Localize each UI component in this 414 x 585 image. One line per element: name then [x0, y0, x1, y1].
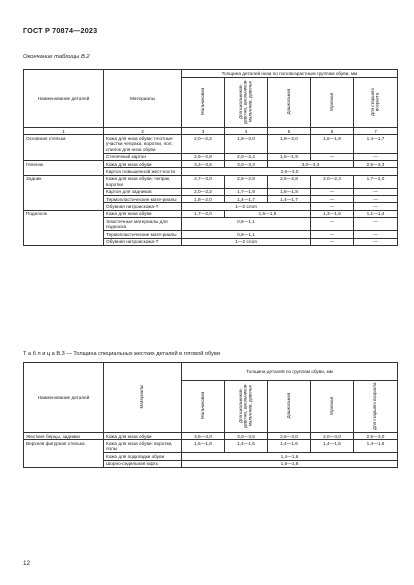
material-name: Термопластические мате-риалы: [104, 196, 182, 203]
material-name: Кожа для низа обуви: чепрак, воротки: [104, 175, 182, 188]
thickness-value: —: [311, 238, 354, 245]
thickness-value: 3,5—4,0: [182, 433, 225, 440]
table-row: [24, 210, 398, 217]
thickness-value: 3,0—3,5: [225, 433, 268, 440]
material-name: Кожа для подкладки обуви: [104, 453, 182, 460]
material-name: Картон для задников: [104, 188, 182, 195]
thickness-value: 1,6—1,8: [182, 440, 225, 453]
part-name: Основная стелька: [24, 135, 104, 161]
thickness-value: —: [354, 188, 398, 195]
thickness-value: —: [354, 218, 398, 231]
thickness-value: 3,0—3,3: [225, 161, 268, 168]
thickness-value: 3,2—3,5: [182, 161, 225, 168]
column-number: 1: [24, 128, 104, 135]
group-header-boys: Мальчиковая: [182, 381, 225, 433]
part-name: Верхняя фигурная стелька: [24, 440, 104, 468]
table-row: [24, 135, 398, 153]
table-row: [24, 440, 398, 453]
thickness-value: 2,5—2,8: [268, 175, 311, 188]
thickness-value-span: 0,8—1,1: [182, 218, 311, 231]
material-name: Кожа для низа обуви: плотные участки чепрака, воротки, пол; спилок для низа обуви: [104, 135, 182, 153]
thickness-value-span: 2,6—3,0: [182, 168, 398, 175]
group-header-mens: Мужская: [311, 78, 354, 128]
material-name: Шорно-седельная юфть: [104, 460, 182, 467]
thickness-value: 2,7—3,0: [182, 175, 225, 188]
thickness-value: —: [354, 203, 398, 210]
column-numbers-row: [24, 128, 398, 135]
group-header-boys: Мальчиковая: [182, 78, 225, 128]
thickness-value: —: [354, 153, 398, 160]
material-name: Термопластические мате-риалы: [104, 231, 182, 238]
thickness-value: 2,0—2,3: [311, 175, 354, 188]
page-header: ГОСТ Р 70874—2023: [23, 26, 98, 35]
thickness-value-span: 1,5—1,8: [182, 460, 398, 467]
thickness-value: 1,8—2,0: [268, 135, 311, 153]
thickness-value: 1,4—1,7: [354, 135, 398, 153]
table-row: [24, 161, 398, 168]
thickness-value: 1,1—1,4: [354, 210, 398, 217]
thickness-value: 1,4—1,7: [268, 196, 311, 203]
part-name: Подносок: [24, 210, 104, 245]
material-name: Кожа для низа обуви: воротки, полы: [104, 440, 182, 453]
thickness-value: 2,0—2,2: [182, 188, 225, 195]
thickness-value: 1,4—1,6: [311, 440, 354, 453]
thickness-value: 1,6—1,9: [311, 135, 354, 153]
thickness-value: —: [354, 238, 398, 245]
thickness-value: —: [311, 188, 354, 195]
group-header-preschool: Дошкольная: [268, 381, 311, 433]
thickness-value: 3,0—3,3: [268, 161, 354, 168]
thickness-value: 2,0—2,4: [225, 153, 268, 160]
thickness-value-span: 1,4—1,6: [182, 453, 398, 460]
table-continuation-caption: Окончание таблицы В.2: [23, 54, 90, 60]
thickness-value: 1,5—1,9: [268, 153, 311, 160]
material-name: Кожа для низа обуви: [104, 161, 182, 168]
thickness-value: 1,8—2,0: [182, 196, 225, 203]
thickness-value: 2,5—2,8: [225, 175, 268, 188]
thickness-value: 1,5—1,8: [225, 210, 311, 217]
column-number: 5: [268, 128, 311, 135]
page-number: 12: [23, 560, 31, 567]
table-b3-title: Т а б л и ц а В.3 — Толщина специальных жестких деталей в готовой обуви: [23, 351, 220, 357]
material-name: Обувная нитроискожа-Т: [104, 203, 182, 210]
material-name: Стелечный картон: [104, 153, 182, 160]
thickness-value: 2,5—3,3: [354, 161, 398, 168]
header-materials: Материалы: [104, 70, 182, 128]
thickness-table-b3: [23, 362, 398, 468]
thickness-value: —: [354, 196, 398, 203]
thickness-value: 2,0—2,2: [182, 135, 225, 153]
group-header-schoolchildren: Для школьников-девочек, школьников-мальчиков, девичья: [225, 381, 268, 433]
thickness-value: 1,8—2,0: [225, 135, 268, 153]
thickness-value: 1,4—1,6: [268, 440, 311, 453]
table-row: [24, 175, 398, 188]
thickness-value: 2,0—3,0: [311, 433, 354, 440]
thickness-value: —: [354, 231, 398, 238]
group-header-elderly: Для старшего возраста: [354, 78, 398, 128]
thickness-value-span: 0,8—1,1: [182, 231, 311, 238]
thickness-value: —: [311, 218, 354, 231]
group-header-elderly: Для старшего возраста: [354, 381, 398, 433]
thickness-value: 1,4—1,7: [225, 196, 268, 203]
thickness-value: —: [311, 196, 354, 203]
thickness-value: 1,3—1,6: [311, 210, 354, 217]
part-name: Жесткие берцы, задники: [24, 433, 104, 440]
header-part-name: Наименование деталей: [24, 70, 104, 128]
material-name: Эластичные материалы для подноска: [104, 218, 182, 231]
thickness-value: 1,7—1,9: [225, 188, 268, 195]
group-header-preschool: Дошкольная: [268, 78, 311, 128]
column-number: 3: [182, 128, 225, 135]
thickness-value: 2,5—2,8: [182, 153, 225, 160]
thickness-value: —: [311, 203, 354, 210]
thickness-value-span: 1—2 слоя: [182, 203, 311, 210]
thickness-value-span: 1—2 слоя: [182, 238, 311, 245]
column-number: 7: [354, 128, 398, 135]
table-row: [24, 433, 398, 440]
thickness-value: 1,4—1,6: [225, 440, 268, 453]
header-thickness-group: Толщина деталей низа по половозрастным группам обуви, мм: [182, 70, 398, 78]
thickness-value: 1,6—1,8: [268, 188, 311, 195]
group-header-mens: Мужская: [311, 381, 354, 433]
column-number: 6: [311, 128, 354, 135]
thickness-value: 1,7—2,0: [182, 210, 225, 217]
header-thickness-group: Толщина деталей по группам обуви, мм: [182, 363, 398, 381]
thickness-value: 2,5—3,0: [354, 433, 398, 440]
thickness-value: 2,5—3,0: [268, 433, 311, 440]
thickness-table-b2: [23, 69, 398, 246]
header-materials: Материалы: [104, 363, 182, 433]
part-name: Геленок: [24, 161, 104, 176]
material-name: Картон повышенной жест-кости: [104, 168, 182, 175]
group-header-schoolchildren: Для школьников-девочек, школьников-мальчиков, девичья: [225, 78, 268, 128]
column-number: 4: [225, 128, 268, 135]
material-name: Кожа для низа обуви: [104, 433, 182, 440]
material-name: Обувная нитроискожа-Т: [104, 238, 182, 245]
column-number: 2: [104, 128, 182, 135]
thickness-value: 1,4—1,6: [354, 440, 398, 453]
part-name: Задник: [24, 175, 104, 210]
thickness-value: —: [311, 153, 354, 160]
header-part-name: Наименование деталей: [24, 363, 104, 433]
thickness-value: —: [311, 231, 354, 238]
thickness-value: 1,7—2,0: [354, 175, 398, 188]
material-name: Кожа для низа обуви: [104, 210, 182, 217]
